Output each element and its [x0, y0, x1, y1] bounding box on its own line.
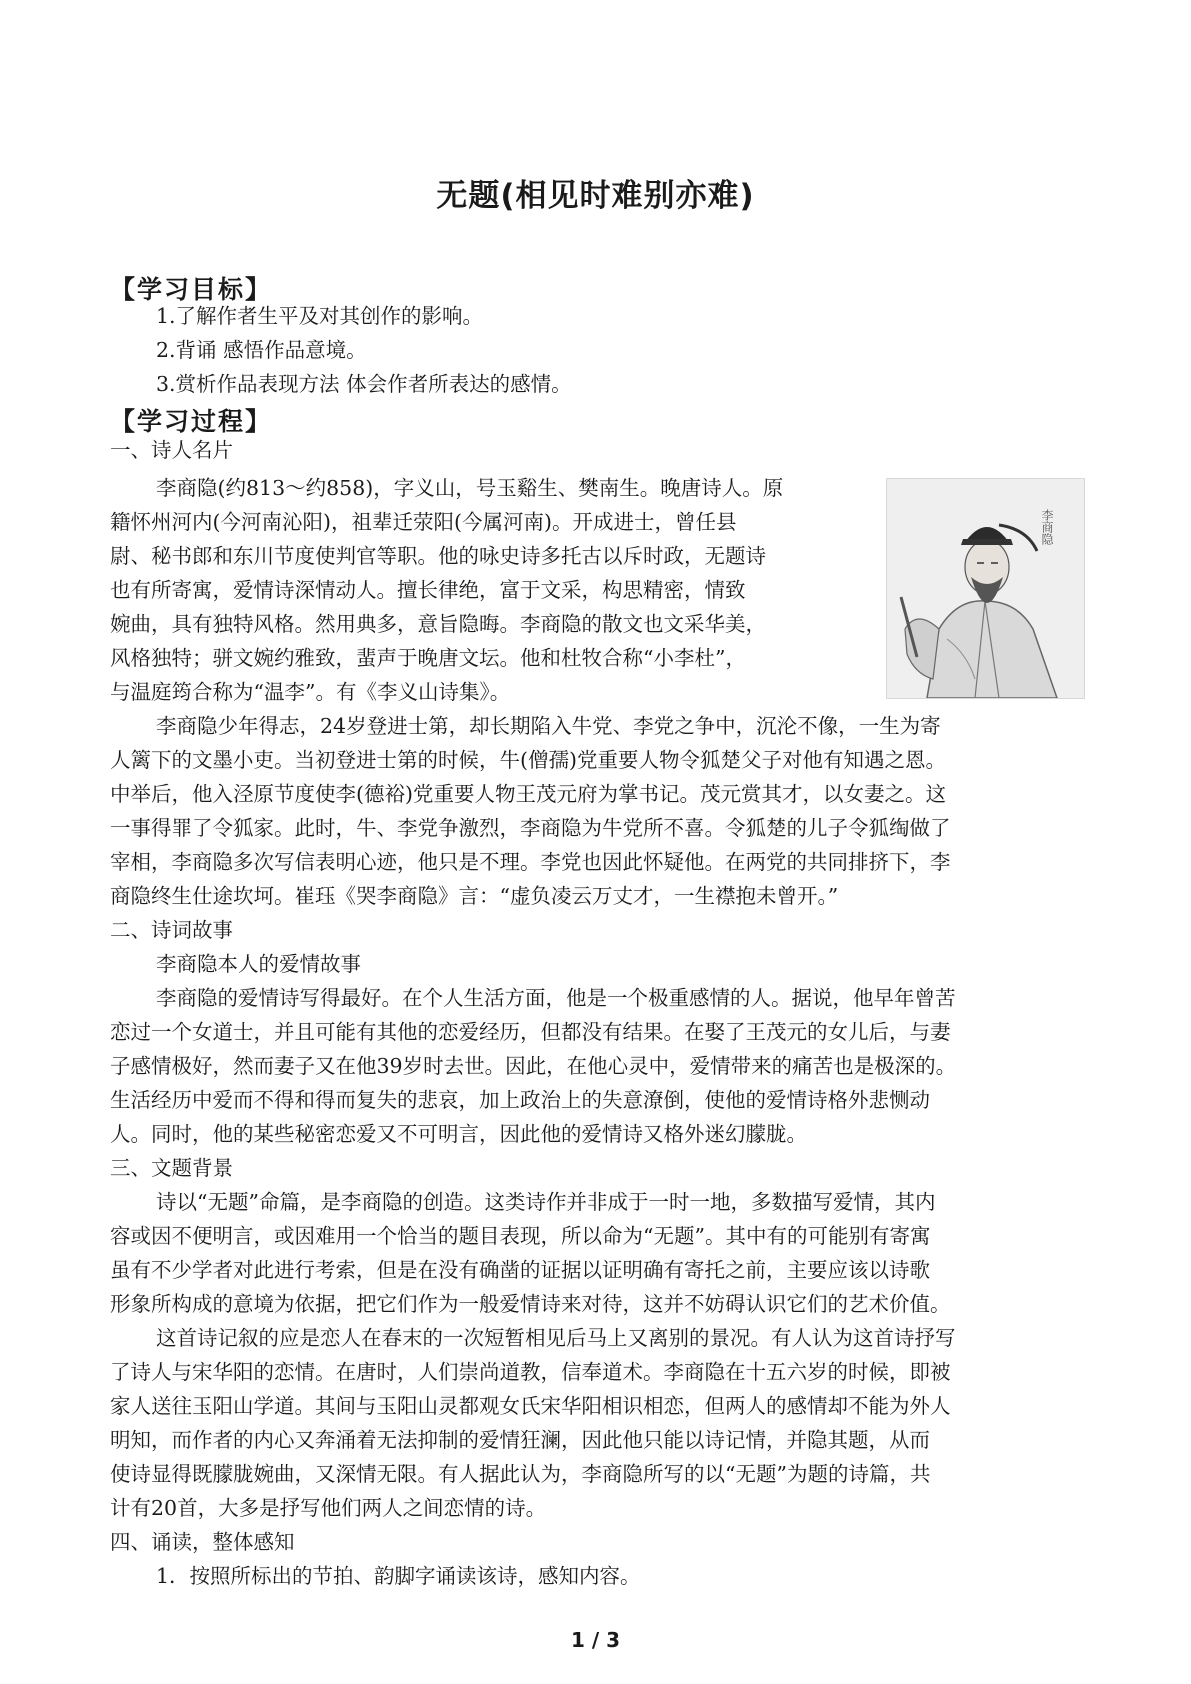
paragraph-line: 李商隐(约813～约858)，字义山，号玉谿生、樊南生。晚唐诗人。原 — [156, 476, 784, 500]
paragraph-line: 人篱下的文墨小吏。当初登进士第的时候，牛(僧孺)党重要人物令狐楚父子对他有知遇之恩。 — [110, 748, 946, 772]
paragraph-line: 虽有不少学者对此进行考索，但是在没有确凿的证据以证明确有寄托之前，主要应该以诗歌 — [110, 1258, 930, 1282]
paragraph-line: 明知，而作者的内心又奔涌着无法抑制的爱情狂澜，因此他只能以诗记情，并隐其题，从而 — [110, 1428, 930, 1452]
paragraph-line: 与温庭筠合称为“温李”。有《李义山诗集》。 — [110, 680, 511, 704]
paragraph-line: 这首诗记叙的应是恋人在春末的一次短暂相见后马上又离别的景况。有人认为这首诗抒写 — [156, 1326, 956, 1350]
page-number: 1 / 3 — [570, 1628, 621, 1652]
paragraph-line: 生活经历中爱而不得和得而复失的悲哀，加上政治上的失意潦倒，使他的爱情诗格外悲恻动 — [110, 1088, 930, 1112]
section-title-background: 三、文题背景 — [110, 1156, 233, 1180]
paragraph-line: 籍怀州河内(今河南沁阳)，祖辈迁荥阳(今属河南)。开成进士，曾任县 — [110, 510, 737, 534]
paragraph-line: 李商隐少年得志，24岁登进士第，却长期陷入牛党、李党之争中，沉沦不像，一生为寄 — [156, 714, 941, 738]
paragraph-line: 诗以“无题”命篇，是李商隐的创造。这类诗作并非成于一时一地，多数描写爱情，其内 — [156, 1190, 936, 1214]
poet-portrait-drawing — [887, 479, 1084, 698]
paragraph-line: 人。同时，他的某些秘密恋爱又不可明言，因此他的爱情诗又格外迷幻朦胧。 — [110, 1122, 807, 1146]
paragraph-line: 尉、秘书郎和东川节度使判官等职。他的咏史诗多托古以斥时政，无题诗 — [110, 544, 766, 568]
section-title-reading: 四、诵读，整体感知 — [110, 1530, 295, 1554]
poet-portrait-image — [886, 478, 1085, 699]
paragraph-line: 恋过一个女道士，并且可能有其他的恋爱经历，但都没有结果。在娶了王茂元的女儿后，与妻 — [110, 1020, 951, 1044]
heading-learning-process: 【学习过程】 — [110, 407, 273, 436]
page-title: 无题(相见时难别亦难) — [436, 178, 755, 214]
paragraph-line: 宰相，李商隐多次写信表明心迹，他只是不理。李党也因此怀疑他。在两党的共同排挤下，李 — [110, 850, 951, 874]
paragraph-line: 一事得罪了令狐家。此时，牛、李党争激烈，李商隐为牛党所不喜。令狐楚的儿子令狐绹做了 — [110, 816, 951, 840]
paragraph-line: 中举后，他入泾原节度使李(德裕)党重要人物王茂元府为掌书记。茂元赏其才，以女妻之。这 — [110, 782, 946, 806]
heading-learning-goals: 【学习目标】 — [110, 275, 273, 304]
goal-item: 2.背诵 感悟作品意境。 — [156, 338, 367, 362]
paragraph-line: 计有20首，大多是抒写他们两人之间恋情的诗。 — [110, 1496, 547, 1520]
goal-item: 1.了解作者生平及对其创作的影响。 — [156, 304, 484, 328]
section-title-poem-story: 二、诗词故事 — [110, 918, 233, 942]
section-title-poet-card: 一、诗人名片 — [110, 438, 233, 462]
paragraph-line: 了诗人与宋华阳的恋情。在唐时，人们崇尚道教，信奉道术。李商隐在十五六岁的时候，即被 — [110, 1360, 951, 1384]
paragraph-line: 容或因不便明言，或因难用一个恰当的题目表现，所以命为“无题”。其中有的可能别有寄寓 — [110, 1224, 931, 1248]
section-subtitle: 李商隐本人的爱情故事 — [156, 952, 361, 976]
paragraph-line: 婉曲，具有独特风格。然用典多，意旨隐晦。李商隐的散文也文采华美， — [110, 612, 766, 636]
paragraph-line: 子感情极好，然而妻子又在他39岁时去世。因此，在他心灵中，爱情带来的痛苦也是极深的。 — [110, 1054, 957, 1078]
paragraph-line: 李商隐的爱情诗写得最好。在个人生活方面，他是一个极重感情的人。据说，他早年曾苦 — [156, 986, 956, 1010]
paragraph-line: 使诗显得既朦胧婉曲，又深情无限。有人据此认为，李商隐所写的以“无题”为题的诗篇，共 — [110, 1462, 931, 1486]
paragraph-line: 形象所构成的意境为依据，把它们作为一般爱情诗来对待，这并不妨碍认识它们的艺术价值。 — [110, 1292, 951, 1316]
paragraph-line: 风格独特；骈文婉约雅致，蜚声于晚唐文坛。他和杜牧合称“小李杜”， — [110, 646, 746, 670]
paragraph-line: 也有所寄寓，爱情诗深情动人。擅长律绝，富于文采，构思精密，情致 — [110, 578, 746, 602]
goal-item: 3.赏析作品表现方法 体会作者所表达的感情。 — [156, 372, 572, 396]
paragraph-line: 1．按照所标出的节拍、韵脚字诵读该诗，感知内容。 — [156, 1564, 641, 1588]
paragraph-line: 商隐终生仕途坎坷。崔珏《哭李商隐》言：“虚负凌云万丈才，一生襟抱未曾开。” — [110, 884, 839, 908]
portrait-caption: 李商隐 — [1040, 509, 1054, 545]
paragraph-line: 家人送往玉阳山学道。其间与玉阳山灵都观女氏宋华阳相识相恋，但两人的感情却不能为外人 — [110, 1394, 951, 1418]
